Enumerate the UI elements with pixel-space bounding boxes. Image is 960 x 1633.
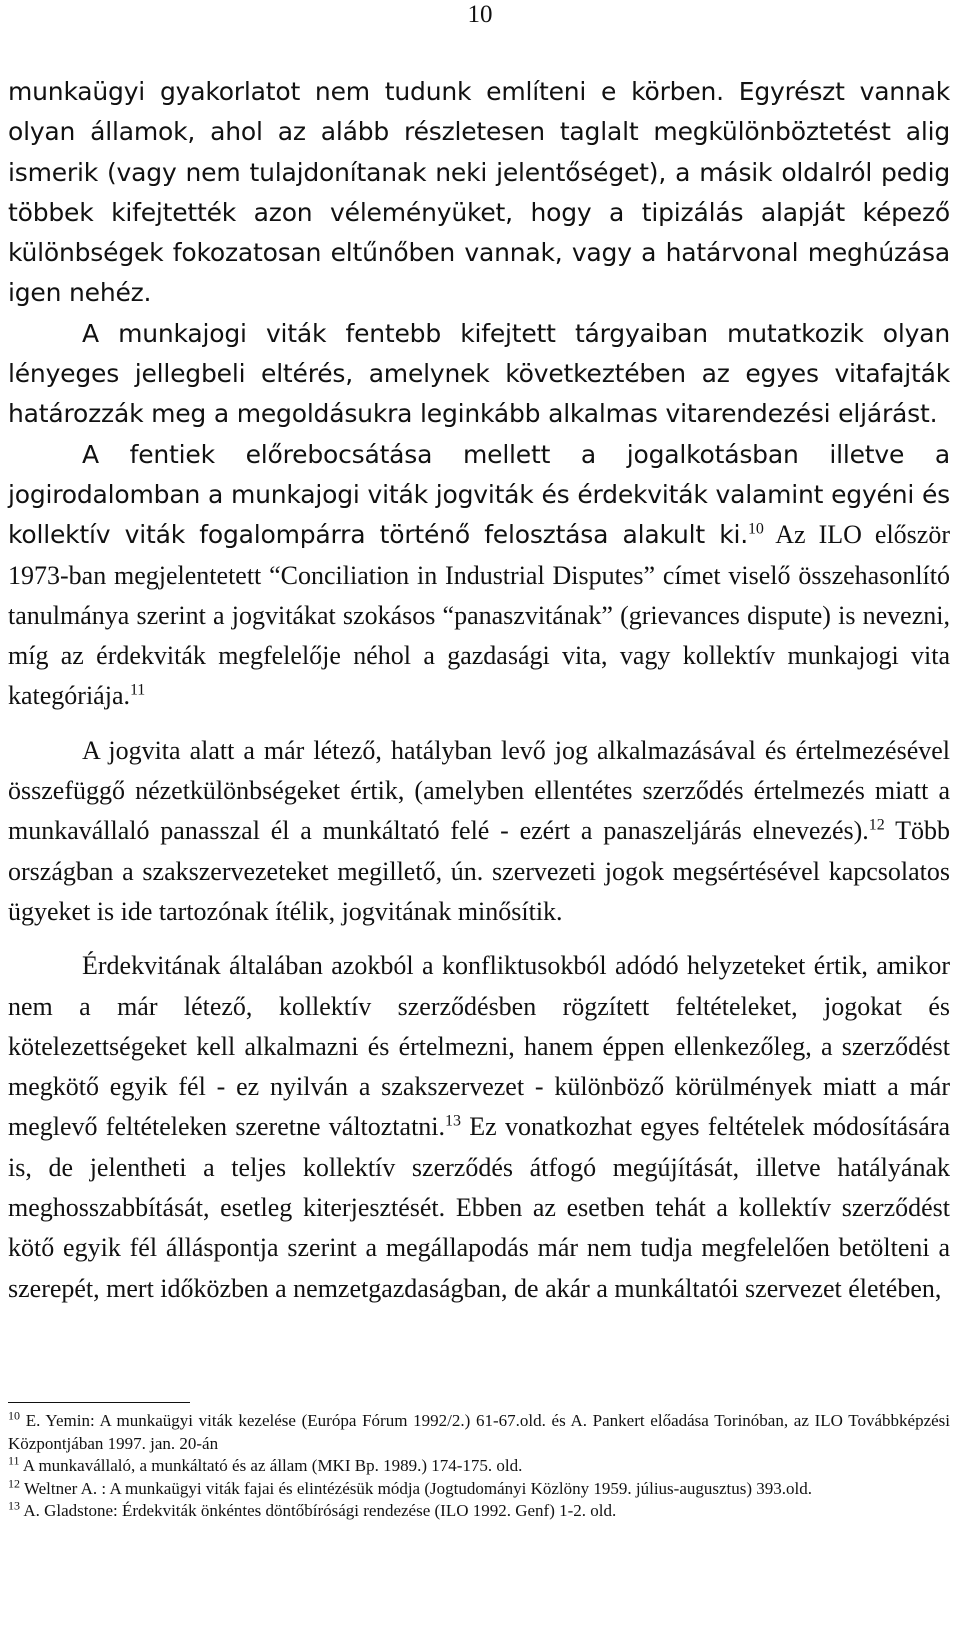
footnote-separator	[8, 1402, 190, 1403]
footnote-number: 10	[8, 1408, 20, 1423]
footnote-13	[8, 1500, 950, 1523]
footnote-10	[8, 1410, 950, 1455]
footnote-text: Weltner A. : A munkaügyi viták fajai és elintézésük módja (Jogtudományi Közlöny 1959. július-augusztus) 393.old.	[23, 1478, 813, 1498]
paragraph-3-part-b: Az ILO először 1973-ban megjelentetett “Conciliation in Industrial Disputes” címet viselő összehasonlító tanulmánya szerint a jogvitákat szokásos “panaszvitának” (grievances dispute) is nevezni, míg az érdekviták megfelelője néhol a gazdasági vita, vagy kollektív munkajogi vita kategóriája.	[8, 520, 950, 711]
footnote-text: A munkavállaló, a munkáltató és az állam (MKI Bp. 1989.) 174-175. old.	[22, 1456, 523, 1476]
paragraph-3	[8, 435, 950, 717]
footnote-number: 12	[8, 1476, 20, 1491]
paragraph-3-part-a: A fentiek előrebocsátása mellett a jogalkotásban illetve a jogirodalomban a munkajogi viták jogviták és érdekviták valamint egyéni és kollektív viták fogalompárra történő felosztása alakult ki.	[8, 439, 950, 550]
footnote-text: A. Gladstone: Érdekviták önkéntes döntőbírósági rendezése (ILO 1992. Genf) 1-2. old.	[23, 1501, 617, 1521]
footnote-ref-11: 11	[130, 682, 146, 700]
paragraph-5-part-a: Érdekvitának általában azokból a konfliktusokból adódó helyzeteket értik, amikor nem a már létező, kollektív szerződésben rögzített feltételeket, jogokat és kötelezettségeket kell alkalmazni és értelmezni, hanem éppen ellenkezőleg, a szerződést megkötő egyik fél - ez nyilván a szakszervezet - különböző körülmények miatt a már meglevő feltételeken szeretne változtatni.	[8, 951, 950, 1142]
page-number: 10	[467, 1, 493, 28]
footnote-11	[8, 1455, 950, 1478]
footnotes	[8, 1410, 950, 1523]
footnote-12	[8, 1478, 950, 1501]
paragraph-2: A munkajogi viták fentebb kifejtett tárgyaiban mutatkozik olyan lényeges jellegbeli eltérés, amelynek következtében az egyes vitafajták határozzák meg a megoldásukra leginkább alkalmas vitarendezési eljárást.	[8, 318, 950, 429]
body-text	[8, 72, 950, 1309]
paragraph-4-part-a: A jogvita alatt a már létező, hatályban levő jog alkalmazásával és értelmezésével összefüggő nézetkülönbségeket értik, (amelyben ellentétes szerződés értelmezés miatt a munkavállaló panasszal él a munkáltató felé - ezért a panaszeljárás elnevezés).	[8, 735, 950, 846]
paragraph-1: munkaügyi gyakorlatot nem tudunk említeni e körben. Egyrészt vannak olyan államok, ahol az alább részletesen taglalt megkülönböztetést alig ismerik (vagy nem tulajdonítanak neki jelentőséget), a másik oldalról pedig többek kifejtették azon véleményüket, hogy a tipizálás alapját képező különbségek fokozatosan eltűnőben vannak, vagy a határvonal meghúzása igen nehéz.	[8, 77, 950, 308]
footnote-ref-10: 10	[748, 520, 764, 538]
footnote-number: 11	[8, 1453, 20, 1468]
footnote-ref-12: 12	[868, 816, 885, 834]
footnote-text: E. Yemin: A munkaügyi viták kezelése (Európa Fórum 1992/2.) 61-67.old. és A. Pankert előadása Torinóban, az ILO Továbbképzési Központjában 1997. jan. 20-án	[8, 1411, 950, 1453]
footnote-ref-13: 13	[445, 1112, 462, 1130]
paragraph-5-part-b: Ez vonatkozhat egyes feltételek módosítására is, de jelentheti a teljes kollektív szerződés átfogó megújítását, illetve hatályának meghosszabbítását, esetleg kiterjesztését. Ebben az esetben tehát a kollektív szerződést kötő egyik fél álláspontja szerint a megállapodás már nem tudja megfelelően betölteni a szerepét, mert időközben a nemzetgazdaságban, de akár a munkáltatói szervezet életében,	[8, 1112, 950, 1303]
paragraph-4-part-b: Több országban a szakszervezeteket megillető, ún. szervezeti jogok megsértésével kapcsolatos ügyeket is ide tartozónak ítélik, jogvitának minősítik.	[8, 816, 951, 926]
paragraph-4	[8, 731, 950, 932]
paragraph-5	[8, 946, 950, 1309]
footnote-number: 13	[8, 1498, 20, 1513]
